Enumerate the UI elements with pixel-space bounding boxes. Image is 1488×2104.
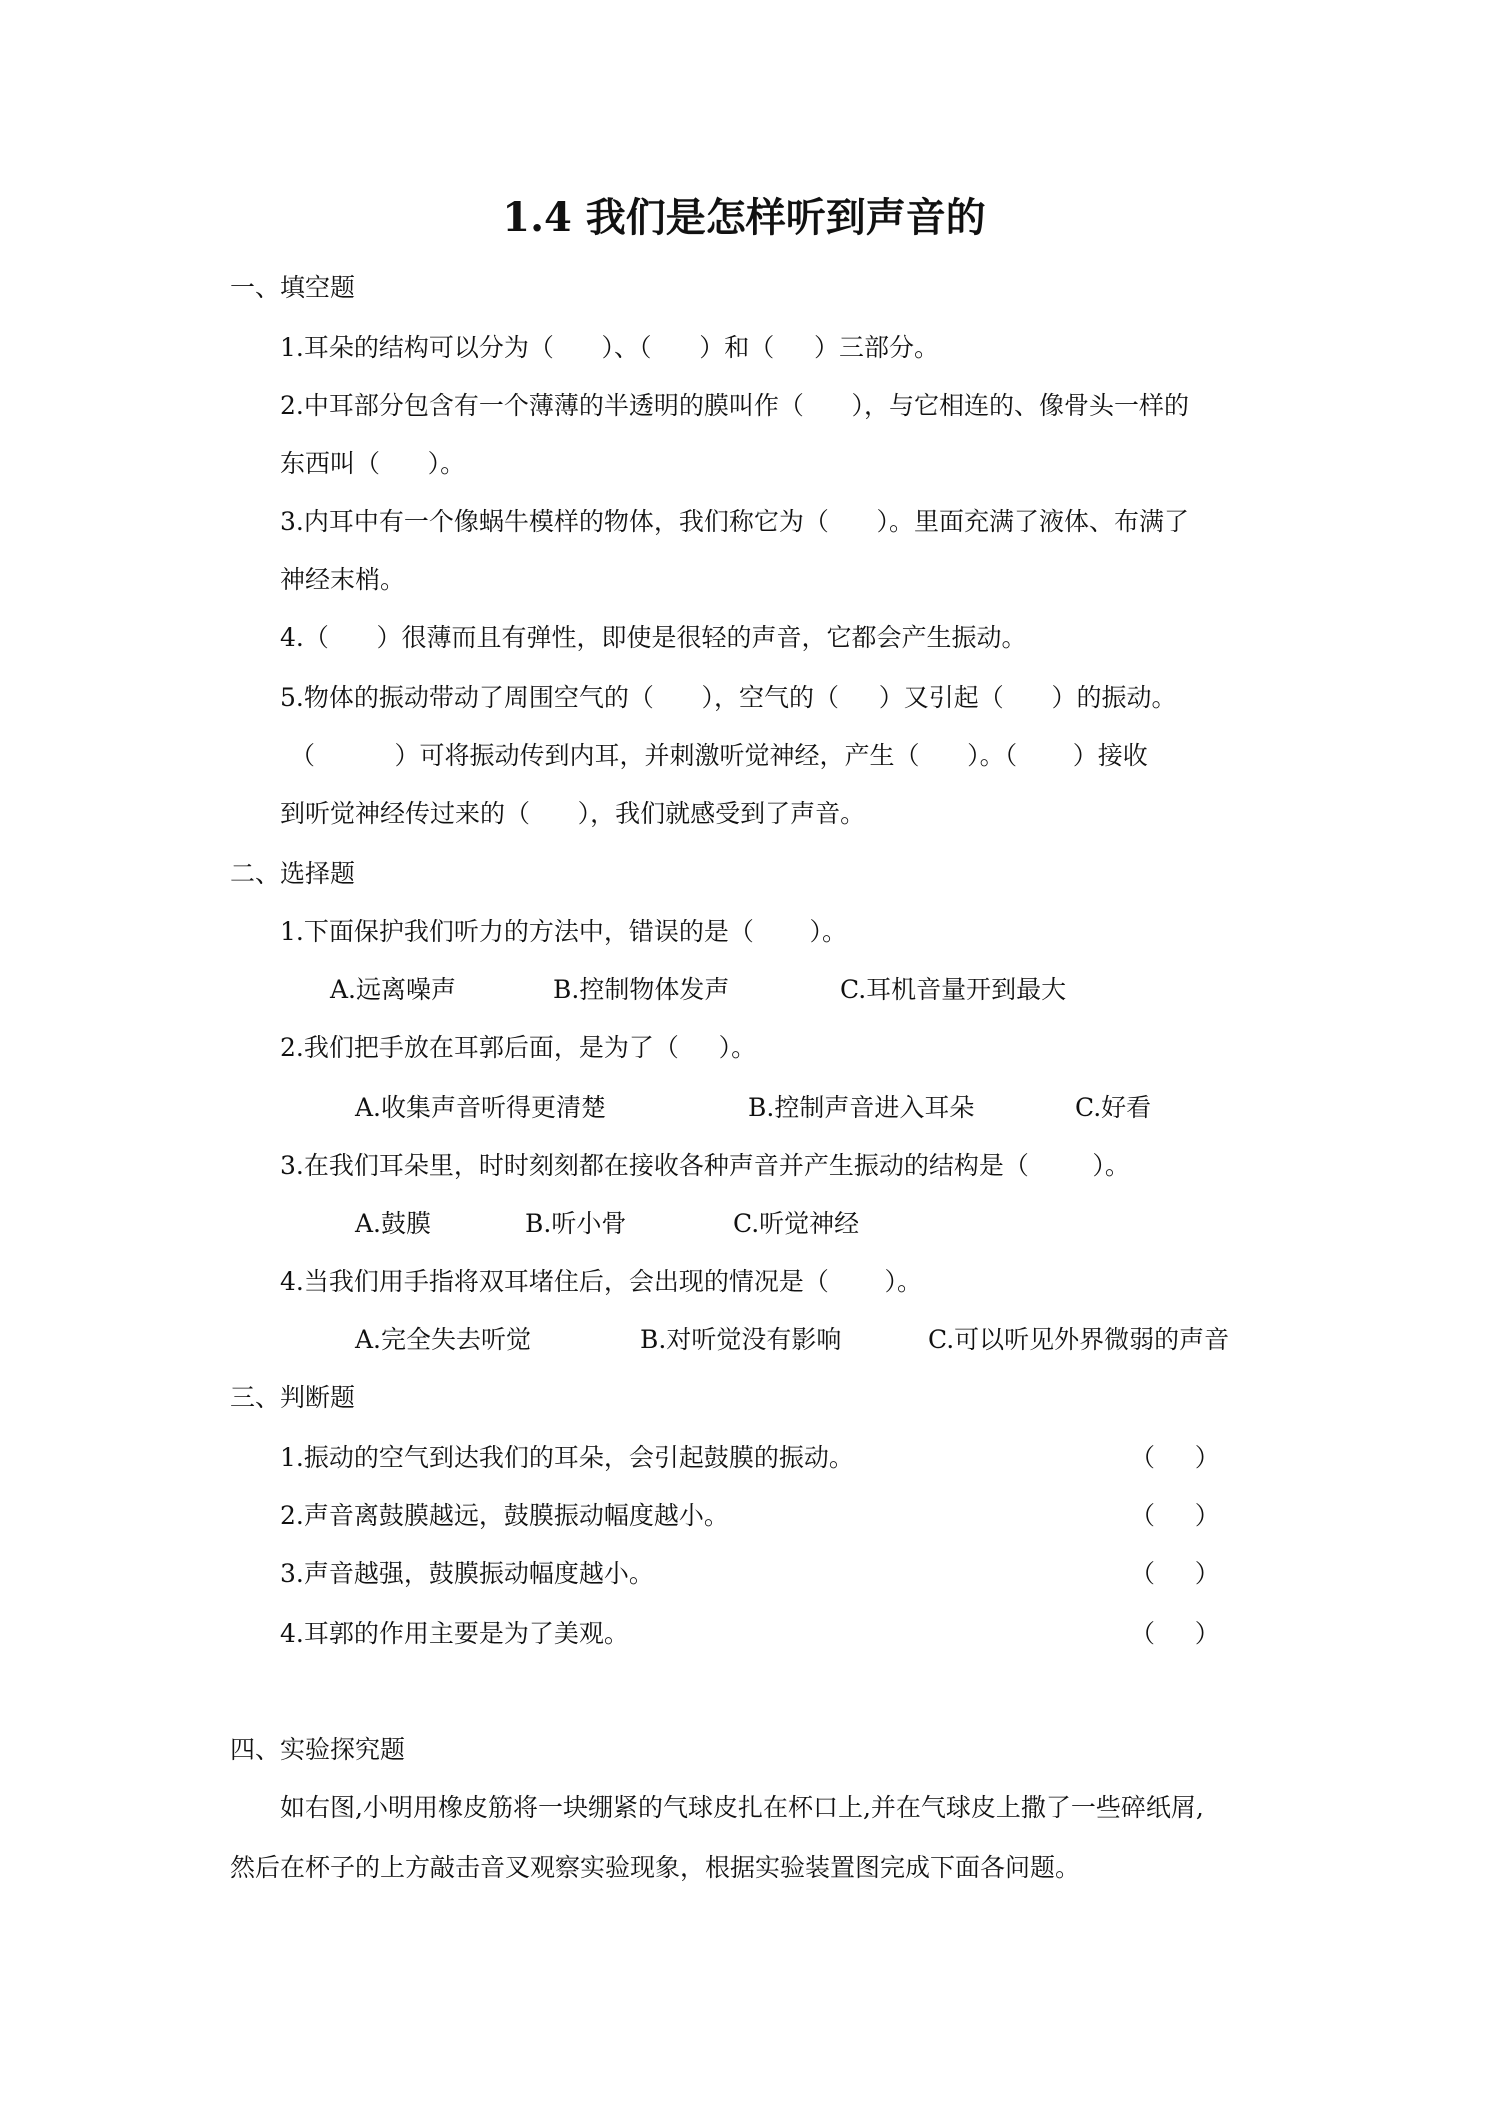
choice-3-option-a: A.鼓膜 bbox=[355, 1209, 432, 1238]
choice-1-option-b: B.控制物体发声 bbox=[553, 975, 730, 1004]
fill-question-2: 2.中耳部分包含有一个薄薄的半透明的膜叫作（ ），与它相连的、像骨头一样的 bbox=[280, 391, 1190, 420]
section-heading-judge: 三、判断题 bbox=[230, 1383, 356, 1412]
judge-answer-3: （ ） bbox=[1130, 1559, 1220, 1588]
choice-4-option-c: C.可以听见外界微弱的声音 bbox=[928, 1325, 1230, 1354]
fill-question-1: 1.耳朵的结构可以分为（ ）、（ ）和（ ）三部分。 bbox=[280, 333, 939, 362]
choice-question-1: 1.下面保护我们听力的方法中，错误的是（ ）。 bbox=[280, 917, 847, 946]
fill-question-3: 3.内耳中有一个像蜗牛模样的物体，我们称它为（ ）。里面充满了液体、布满了 bbox=[280, 507, 1190, 536]
choice-2-option-a: A.收集声音听得更清楚 bbox=[355, 1093, 607, 1122]
choice-2-option-b: B.控制声音进入耳朵 bbox=[748, 1093, 975, 1122]
fill-question-4: 4.（ ）很薄而且有弹性，即使是很轻的声音，它都会产生振动。 bbox=[280, 623, 1027, 652]
judge-item-2: 2.声音离鼓膜越远，鼓膜振动幅度越小。 bbox=[280, 1501, 729, 1530]
judge-item-1: 1.振动的空气到达我们的耳朵，会引起鼓膜的振动。 bbox=[280, 1443, 854, 1472]
fill-question-2-cont: 东西叫（ ）。 bbox=[280, 449, 466, 478]
section-heading-choice: 二、选择题 bbox=[230, 859, 356, 888]
choice-question-3: 3.在我们耳朵里，时时刻刻都在接收各种声音并产生振动的结构是（ ）。 bbox=[280, 1151, 1130, 1180]
fill-question-3-cont: 神经末梢。 bbox=[280, 565, 406, 594]
choice-question-2: 2.我们把手放在耳郭后面，是为了（ ）。 bbox=[280, 1033, 757, 1062]
choice-question-4: 4.当我们用手指将双耳堵住后，会出现的情况是（ ）。 bbox=[280, 1267, 922, 1296]
choice-3-option-b: B.听小骨 bbox=[525, 1209, 627, 1238]
fill-question-5-cont2: 到听觉神经传过来的（ ），我们就感受到了声音。 bbox=[280, 799, 866, 828]
choice-3-option-c: C.听觉神经 bbox=[733, 1209, 860, 1238]
choice-1-option-a: A.远离噪声 bbox=[330, 975, 457, 1004]
judge-item-4: 4.耳郭的作用主要是为了美观。 bbox=[280, 1619, 629, 1648]
experiment-paragraph-line-1: 如右图,小明用橡皮筋将一块绷紧的气球皮扎在杯口上,并在气球皮上撒了一些碎纸屑, bbox=[280, 1793, 1204, 1822]
judge-answer-4: （ ） bbox=[1130, 1619, 1220, 1648]
choice-4-option-a: A.完全失去听觉 bbox=[355, 1325, 532, 1354]
choice-1-option-c: C.耳机音量开到最大 bbox=[840, 975, 1067, 1004]
section-heading-experiment: 四、实验探究题 bbox=[230, 1735, 406, 1764]
page-title: 1.4 我们是怎样听到声音的 bbox=[502, 194, 986, 241]
choice-4-option-b: B.对听觉没有影响 bbox=[640, 1325, 842, 1354]
judge-answer-1: （ ） bbox=[1130, 1443, 1220, 1472]
judge-answer-2: （ ） bbox=[1130, 1501, 1220, 1530]
judge-item-3: 3.声音越强，鼓膜振动幅度越小。 bbox=[280, 1559, 654, 1588]
choice-2-option-c: C.好看 bbox=[1075, 1093, 1152, 1122]
section-heading-fill: 一、填空题 bbox=[230, 273, 356, 302]
experiment-paragraph-line-2: 然后在杯子的上方敲击音叉观察实验现象，根据实验装置图完成下面各问题。 bbox=[230, 1853, 1081, 1882]
fill-question-5: 5.物体的振动带动了周围空气的（ ），空气的（ ）又引起（ ）的振动。 bbox=[280, 683, 1177, 712]
fill-question-5-cont: （ ）可将振动传到内耳，并刺激听觉神经，产生（ ）。（ ）接收 bbox=[290, 741, 1148, 770]
